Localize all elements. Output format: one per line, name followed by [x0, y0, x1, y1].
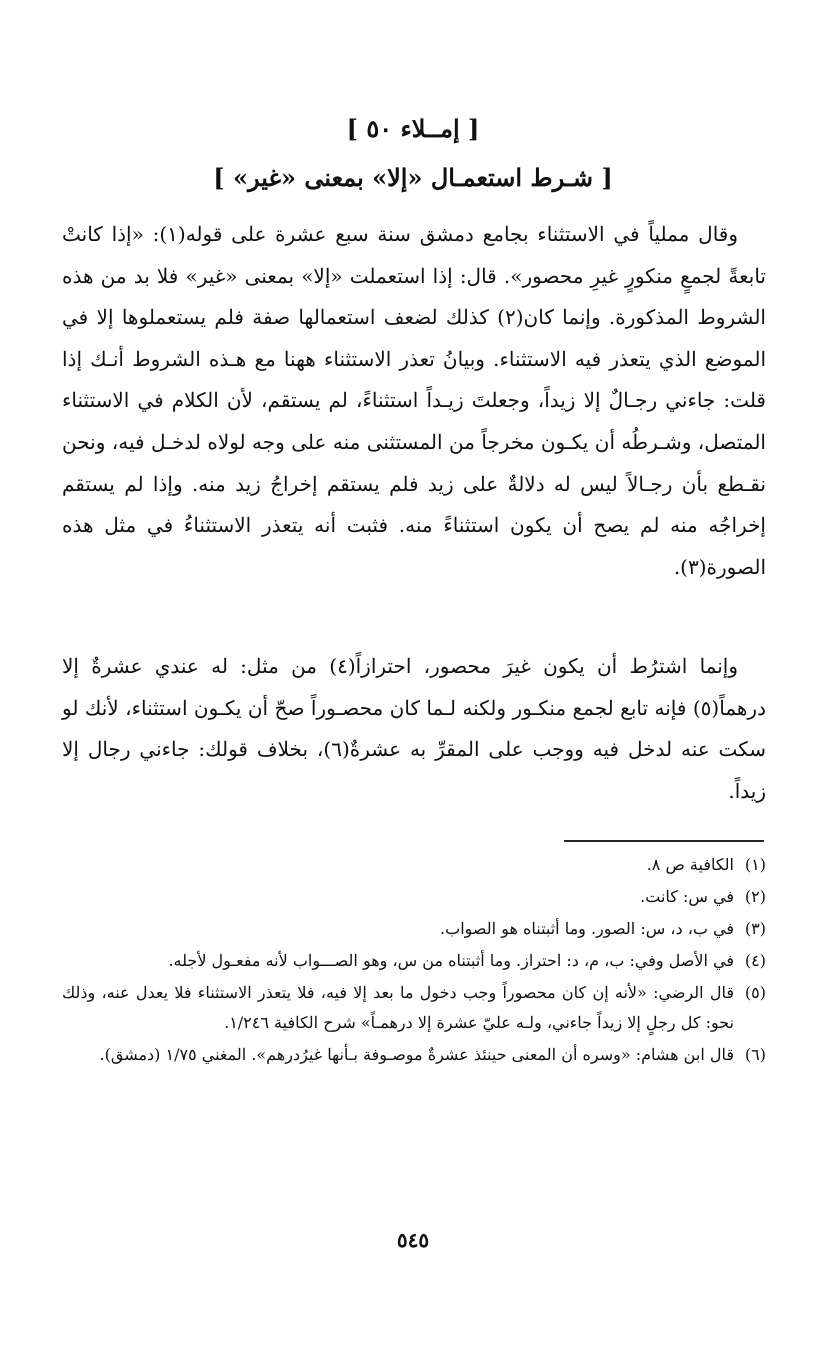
paragraph-text: وقال مملياً في الاستثناء بجامع دمشق سنة سبع عشرة على قوله(١): «إذا كانتْ تابعةً لجمعٍ منكورٍ غيرِ محصور». قال: إذا استعملت «إلا» بمعنى «غير» فلا بد من هذه الشروط المذكورة. وإنما كان(٢) كذلك لضعف استعمالها صفة فلم يستعملوها إلا في الموضع الذي يتعذر فيه الاستثناء. وبيانُ تعذر الاستثناء ههنا مع هـذه الشروط أنـك إذا قلت: جاءني رجـالٌ إلا زيداً، وجعلتَ زيـداً استثناءً، لم يستقم، لأن الكلام في الاستثناء المتصل، وشـرطُه أن يكـون مخرجاً من المستثنى منه على وجه لولاه لدخـل فيه، ونحن نقـطع بأن رجـالاً ليس له دلالةٌ على زيد فلم يستقم إخراجُ زيد منه. وإذا لم يستقم إخراجُه منه لم يصح أن يكون استثناءً منه. فثبت أنه يتعذر الاستثناءُ في مثل هذه الصورة(٣). [62, 222, 767, 579]
dictation-heading: [ إمــلاء ٥٠ ] [346, 114, 480, 143]
footnote-text: قال الرضي: «لأنه إن كان محصوراً وجب دخول ما بعد إلا فيه، فلا يتعذر الاستثناء فلا يعدل عنه، وذلك نحو: كل رجلٍ إلا زيداً جاءني، ولـه عليّ عشرة إلا درهمـاً» شرح الكافية ١/٢٤٦. [62, 983, 734, 1032]
footnote-text: في س: كانت. [640, 887, 734, 906]
body-paragraph-1 [62, 214, 766, 588]
footnote [62, 1040, 766, 1070]
footnote-divider [564, 840, 764, 842]
footnote-text: في ب، د، س: الصور. وما أثبتناه هو الصواب. [440, 919, 734, 938]
footnote-text: قال ابن هشام: «وسره أن المعنى حينئذ عشرةٌ موصـوفة بـأنها غيرُدرهم». المغني ١/٧٥ (دمشق). [99, 1045, 734, 1064]
paragraph-text: وإنما اشترُط أن يكون غيرَ محصور، احترازاً(٤) من مثل: له عندي عشرةٌ إلا درهماً(٥) فإنه تابع لجمع منكـور ولكنه لـما كان محصـوراً صحّ أن يكـون استثناء، لأنك لو سكت عنه لدخل فيه ووجب على المقرِّ به عشرةٌ(٦)، بخلاف قولك: جاءني رجال إلا زيداً. [62, 654, 767, 803]
footnote-text: في الأصل وفي: ب، م، د: احتراز. وما أثبتناه من س، وهو الصـــواب لأنه مفعـول لأجله. [168, 951, 734, 970]
footnote-text: الكافية ص ٨. [646, 855, 734, 874]
footnote [62, 850, 766, 880]
footnote-number: (١) [744, 855, 766, 874]
page-number: ٥٤٥ [396, 1228, 430, 1252]
footnote-number: (٥) [744, 983, 766, 1002]
footnote-number: (٣) [744, 919, 766, 938]
footnote-number: (٤) [744, 951, 766, 970]
footnote-number: (٦) [744, 1045, 766, 1064]
body-paragraph-2 [62, 646, 766, 812]
footnote [62, 914, 766, 944]
footnote [62, 946, 766, 976]
footnote [62, 978, 766, 1038]
section-title: [ شـرط استعمـال «إلا» بمعنى «غير» ] [213, 163, 613, 192]
footnotes [62, 850, 766, 1072]
footnote-number: (٢) [744, 887, 766, 906]
footnote [62, 882, 766, 912]
